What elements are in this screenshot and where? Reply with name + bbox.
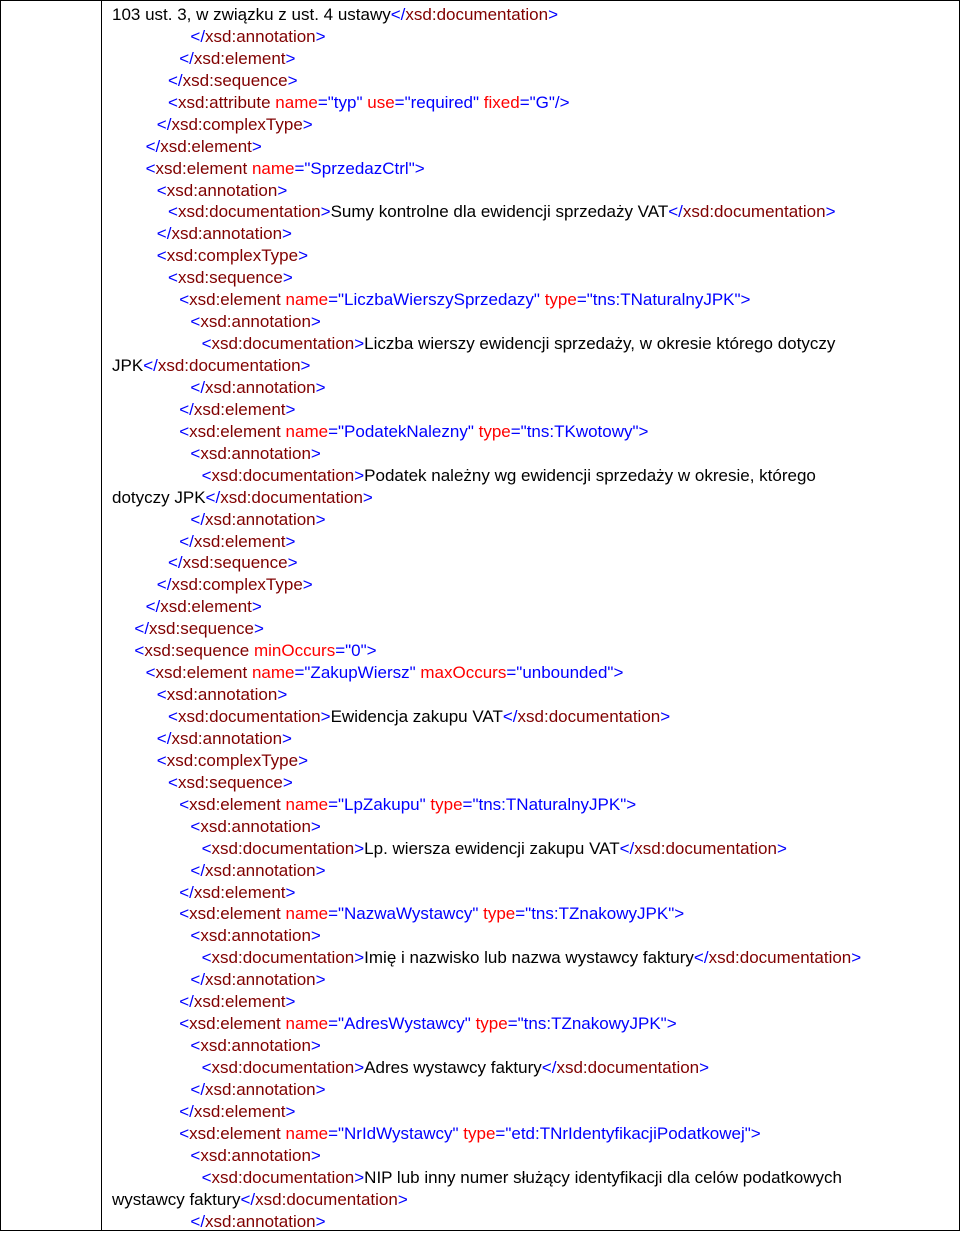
code-token: > — [277, 180, 288, 200]
code-token: xsd:complexType — [171, 575, 303, 595]
code-line — [112, 794, 955, 816]
code-token: name — [285, 421, 329, 441]
code-token: < — [179, 421, 190, 441]
code-token: > — [315, 1079, 326, 1099]
code-token: xsd:annotation — [200, 816, 311, 836]
code-token: ="NrIdWystawcy" — [328, 1123, 459, 1143]
code-token: xsd:element — [155, 663, 248, 683]
code-token: xsd:sequence — [182, 553, 288, 573]
code-token: Ewidencja zakupu VAT — [330, 707, 503, 726]
code-token: > — [287, 553, 298, 573]
code-token: xsd:element — [189, 290, 281, 310]
code-token: </ — [205, 487, 221, 507]
code-token: > — [277, 685, 288, 705]
code-token: < — [168, 772, 178, 792]
code-token: > — [282, 772, 293, 792]
code-token: < — [201, 1058, 212, 1077]
code-token: < — [201, 838, 212, 858]
code-token: xsd:documentation — [211, 838, 355, 858]
code-token: 103 ust. 3, w związku z ust. 4 ustawy — [112, 5, 391, 24]
code-line — [112, 267, 955, 289]
code-line — [112, 333, 955, 355]
code-token: </ — [168, 70, 183, 90]
code-token: xsd:annotation — [200, 443, 311, 463]
code-token: xsd:sequence — [149, 619, 254, 639]
code-token: JPK — [112, 356, 144, 375]
code-line — [112, 465, 955, 487]
code-line — [112, 487, 955, 509]
code-token: </ — [145, 136, 161, 156]
code-token: xsd:attribute — [177, 92, 271, 112]
code-line — [112, 443, 955, 465]
code-token: ="0"> — [335, 641, 377, 661]
code-token: xsd:annotation — [205, 377, 316, 397]
code-token: ="LiczbaWierszySprzedazy" — [328, 290, 540, 310]
code-line — [112, 355, 955, 377]
code-token: > — [310, 926, 321, 946]
code-token: xsd:complexType — [166, 750, 299, 770]
code-token: < — [156, 246, 167, 266]
code-token: type — [475, 1014, 508, 1034]
code-token: </ — [179, 531, 194, 551]
code-token: xsd:element — [189, 794, 281, 814]
code-token: xsd:annotation — [200, 926, 311, 946]
code-token: xsd:sequence — [144, 641, 250, 661]
code-token: > — [310, 1145, 321, 1165]
code-token: > — [315, 377, 326, 397]
code-token: xsd:sequence — [177, 772, 283, 792]
code-line — [112, 377, 955, 399]
code-token: > — [300, 356, 311, 375]
code-token: xsd:element — [193, 992, 286, 1012]
code-token: ="ZakupWiersz" — [294, 663, 416, 683]
code-line — [112, 574, 955, 596]
code-token: > — [310, 816, 321, 836]
code-token: </ — [190, 26, 206, 46]
code-token: dotyczy JPK — [112, 487, 206, 507]
code-token: ="tns:TZnakowyJPK"> — [515, 904, 685, 924]
code-token: minOccurs — [253, 641, 336, 661]
code-line — [112, 596, 955, 618]
code-line — [112, 289, 955, 311]
code-token: xsd:documentation — [211, 948, 355, 968]
code-token: use — [367, 92, 395, 112]
code-token: ="LpZakupu" — [328, 794, 426, 814]
code-line — [112, 684, 955, 706]
code-line — [112, 750, 955, 772]
code-token: > — [302, 114, 313, 134]
code-token: < — [201, 465, 212, 485]
code-token: xsd:documentation — [211, 465, 355, 485]
code-token: < — [190, 816, 201, 836]
code-line — [112, 1211, 955, 1233]
code-token: ="tns:TKwotowy"> — [510, 421, 649, 441]
code-token: > — [282, 268, 293, 288]
code-token: < — [156, 750, 167, 770]
code-token: name — [285, 290, 329, 310]
code-token: xsd:element — [193, 48, 286, 68]
code-token: > — [354, 465, 365, 485]
code-token: </ — [179, 992, 194, 1012]
code-token: xsd:element — [189, 1014, 281, 1034]
code-token: ="PodatekNalezny" — [328, 421, 474, 441]
code-token: > — [310, 443, 321, 463]
code-token: </ — [190, 509, 206, 529]
code-token: </ — [668, 202, 683, 222]
code-token: > — [302, 575, 313, 595]
code-token: name — [251, 663, 295, 683]
code-token: name — [285, 1123, 329, 1143]
code-token: xsd:documentation — [177, 202, 321, 222]
code-token: < — [179, 904, 190, 924]
code-line — [112, 925, 955, 947]
code-token: ="etd:TNrIdentyfikacjiPodatkowej"> — [495, 1123, 761, 1143]
code-token: type — [483, 904, 516, 924]
code-line — [112, 136, 955, 158]
code-token: > — [851, 948, 862, 968]
code-line — [112, 772, 955, 794]
code-token: ="NazwaWystawcy" — [328, 904, 479, 924]
code-line — [112, 1123, 955, 1145]
code-token: </ — [179, 48, 194, 68]
code-line — [112, 245, 955, 267]
code-token: > — [310, 1036, 321, 1056]
code-line — [112, 969, 955, 991]
code-token: > — [315, 970, 326, 990]
code-token: > — [548, 5, 559, 24]
code-token: < — [168, 707, 178, 726]
code-line — [112, 640, 955, 662]
code-token: Lp. wiersza ewidencji zakupu VAT — [364, 838, 620, 858]
code-token: < — [168, 202, 178, 222]
code-line — [112, 399, 955, 421]
code-token: > — [776, 838, 787, 858]
code-token: ="AdresWystawcy" — [328, 1014, 471, 1034]
code-line — [112, 706, 955, 728]
code-line — [112, 860, 955, 882]
code-token: Podatek należny wg ewidencji sprzedaży w okresie, którego — [364, 465, 816, 485]
code-token: > — [354, 334, 365, 354]
code-token: xsd:element — [189, 421, 281, 441]
code-token: </ — [143, 356, 158, 375]
code-token: ="typ" — [317, 92, 363, 112]
code-token: ="tns:TNaturalnyJPK"> — [462, 794, 637, 814]
code-token: > — [315, 509, 326, 529]
code-token: </ — [190, 1079, 206, 1099]
code-token: </ — [190, 970, 206, 990]
code-token: xsd:annotation — [205, 860, 316, 880]
code-token: xsd:element — [189, 1123, 281, 1143]
code-token: maxOccurs — [420, 663, 507, 683]
code-token: xsd:documentation — [255, 1189, 398, 1209]
code-token: ="tns:TZnakowyJPK"> — [507, 1014, 677, 1034]
code-token: xsd:element — [160, 136, 252, 156]
code-token: Adres wystawcy faktury — [364, 1058, 542, 1077]
code-line — [112, 991, 955, 1013]
code-token: name — [285, 1014, 329, 1034]
code-token: > — [397, 1189, 408, 1209]
code-token: < — [190, 312, 201, 332]
code-token: xsd:element — [155, 158, 248, 178]
code-token: </ — [541, 1058, 557, 1077]
code-token: xsd:documentation — [211, 334, 355, 354]
code-line — [112, 728, 955, 750]
code-token: ="SprzedazCtrl"> — [294, 158, 425, 178]
code-token: type — [478, 421, 511, 441]
code-token: Imię i nazwisko lub nazwa wystawcy faktury — [364, 948, 694, 968]
code-token: ="unbounded"> — [506, 663, 624, 683]
code-line — [112, 816, 955, 838]
code-line — [112, 421, 955, 443]
code-token: type — [430, 794, 463, 814]
code-token: xsd:documentation — [157, 356, 301, 375]
code-token: xsd:annotation — [205, 1211, 316, 1231]
code-token: > — [354, 1058, 365, 1077]
code-line — [112, 223, 955, 245]
code-token: < — [190, 1036, 201, 1056]
code-token: </ — [156, 728, 172, 748]
code-token: fixed — [483, 92, 520, 112]
code-token: xsd:documentation — [220, 487, 363, 507]
code-token: > — [251, 597, 262, 617]
code-token: < — [156, 180, 167, 200]
code-token: < — [190, 926, 201, 946]
code-line — [112, 662, 955, 684]
code-token: xsd:documentation — [556, 1058, 700, 1077]
code-token: < — [201, 948, 212, 968]
code-line — [112, 114, 955, 136]
code-token: ="tns:TNaturalnyJPK"> — [576, 290, 751, 310]
code-token: </ — [190, 1211, 206, 1231]
code-token: xsd:element — [193, 399, 286, 419]
code-token: > — [310, 312, 321, 332]
code-token: xsd:documentation — [211, 1058, 355, 1077]
code-token: name — [251, 158, 295, 178]
code-line — [112, 180, 955, 202]
code-token: </ — [190, 377, 206, 397]
code-line — [112, 1189, 955, 1211]
code-token: > — [298, 246, 309, 266]
code-line — [112, 1101, 955, 1123]
code-token: > — [298, 750, 309, 770]
code-token: </ — [240, 1189, 256, 1209]
code-token: xsd:sequence — [177, 268, 283, 288]
code-token: type — [463, 1123, 496, 1143]
code-token: > — [320, 707, 331, 726]
code-token: xsd:annotation — [200, 1145, 311, 1165]
code-token: xsd:element — [160, 597, 252, 617]
code-token: > — [354, 838, 365, 858]
code-line — [112, 70, 955, 92]
code-token: xsd:element — [189, 904, 281, 924]
code-line — [112, 48, 955, 70]
code-token: xsd:annotation — [200, 312, 311, 332]
code-token: </ — [502, 707, 518, 726]
code-token: < — [168, 268, 178, 288]
code-token: > — [282, 224, 292, 244]
code-token: > — [253, 619, 264, 639]
code-token: </ — [156, 114, 172, 134]
code-token: xsd:complexType — [171, 114, 303, 134]
code-token: name — [285, 904, 329, 924]
code-token: name — [275, 92, 318, 112]
code-token: > — [285, 1101, 296, 1121]
xsd-code-listing — [112, 4, 955, 1233]
code-line — [112, 531, 955, 553]
code-token: xsd:annotation — [200, 1036, 311, 1056]
code-token: < — [179, 794, 190, 814]
code-token: xsd:documentation — [177, 707, 321, 726]
code-token: xsd:annotation — [205, 1079, 316, 1099]
code-token: </ — [156, 575, 172, 595]
code-token: </ — [179, 399, 194, 419]
code-token: > — [285, 399, 296, 419]
code-token: xsd:annotation — [171, 728, 283, 748]
code-token: xsd:annotation — [205, 26, 316, 46]
code-token: > — [287, 70, 298, 90]
code-token: > — [354, 1167, 365, 1187]
code-token: xsd:documentation — [211, 1167, 355, 1187]
code-token: < — [145, 158, 156, 178]
code-token: xsd:sequence — [182, 70, 288, 90]
code-token: xsd:annotation — [166, 685, 278, 705]
code-token: </ — [693, 948, 709, 968]
code-token: < — [201, 1167, 212, 1187]
code-line — [112, 92, 955, 114]
code-line — [112, 947, 955, 969]
code-token: name — [285, 794, 329, 814]
code-token: < — [190, 1145, 201, 1165]
code-token: > — [285, 531, 296, 551]
code-token: xsd:documentation — [682, 202, 826, 222]
code-token: ="required" — [394, 92, 480, 112]
code-line — [112, 201, 955, 223]
code-token: xsd:documentation — [517, 707, 661, 726]
code-token: > — [315, 860, 326, 880]
code-token: < — [134, 641, 145, 661]
code-token: < — [179, 290, 190, 310]
code-token: < — [145, 663, 156, 683]
code-token: > — [825, 202, 836, 222]
code-token: xsd:annotation — [171, 224, 283, 244]
code-token: > — [285, 882, 296, 902]
code-token: </ — [179, 1101, 194, 1121]
code-token: > — [660, 707, 671, 726]
code-token: </ — [190, 860, 206, 880]
code-token: type — [544, 290, 577, 310]
code-token: xsd:documentation — [634, 838, 777, 858]
code-line — [112, 311, 955, 333]
code-token: xsd:documentation — [708, 948, 852, 968]
code-token: xsd:documentation — [405, 5, 549, 24]
code-token: < — [156, 685, 167, 705]
code-token: < — [201, 334, 212, 354]
code-token: > — [282, 728, 292, 748]
code-line — [112, 1079, 955, 1101]
code-token: </ — [145, 597, 161, 617]
code-line — [112, 4, 955, 26]
code-token: xsd:complexType — [166, 246, 299, 266]
code-token: xsd:element — [193, 1101, 286, 1121]
code-token: > — [251, 136, 262, 156]
code-line — [112, 158, 955, 180]
code-token: </ — [168, 553, 183, 573]
code-token: xsd:element — [193, 531, 286, 551]
code-token: < — [168, 92, 178, 112]
code-token: </ — [134, 619, 150, 639]
code-token: NIP lub inny numer służący identyfikacji dla celów podatkowych — [364, 1167, 842, 1187]
code-token: ="G"/> — [519, 92, 570, 112]
code-line — [112, 618, 955, 640]
code-token: </ — [619, 838, 635, 858]
code-token: > — [699, 1058, 710, 1077]
code-line — [112, 838, 955, 860]
code-token: > — [354, 948, 365, 968]
code-token: > — [285, 992, 296, 1012]
code-line — [112, 1057, 955, 1079]
code-token: xsd:element — [193, 882, 286, 902]
code-token: > — [315, 1211, 326, 1231]
code-token: Liczba wierszy ewidencji sprzedaży, w okresie którego dotyczy — [364, 334, 836, 354]
code-line — [112, 509, 955, 531]
code-token: </ — [390, 5, 406, 24]
code-token: < — [179, 1014, 190, 1034]
code-line — [112, 1167, 955, 1189]
code-line — [112, 1035, 955, 1057]
code-token: xsd:annotation — [205, 509, 316, 529]
code-line — [112, 1013, 955, 1035]
left-empty-column — [1, 1, 102, 1230]
code-token: > — [315, 26, 326, 46]
code-token: < — [179, 1123, 190, 1143]
code-line — [112, 882, 955, 904]
code-line — [112, 26, 955, 48]
code-token: wystawcy faktury — [112, 1189, 241, 1209]
code-token: > — [285, 48, 296, 68]
code-token: < — [190, 443, 201, 463]
code-token: </ — [156, 224, 172, 244]
code-line — [112, 552, 955, 574]
code-token: > — [362, 487, 373, 507]
code-line — [112, 1145, 955, 1167]
code-token: </ — [179, 882, 194, 902]
code-token: xsd:annotation — [166, 180, 278, 200]
code-token: xsd:annotation — [205, 970, 316, 990]
code-line — [112, 903, 955, 925]
code-token: > — [320, 202, 331, 222]
code-token: Sumy kontrolne dla ewidencji sprzedaży VAT — [330, 202, 669, 222]
